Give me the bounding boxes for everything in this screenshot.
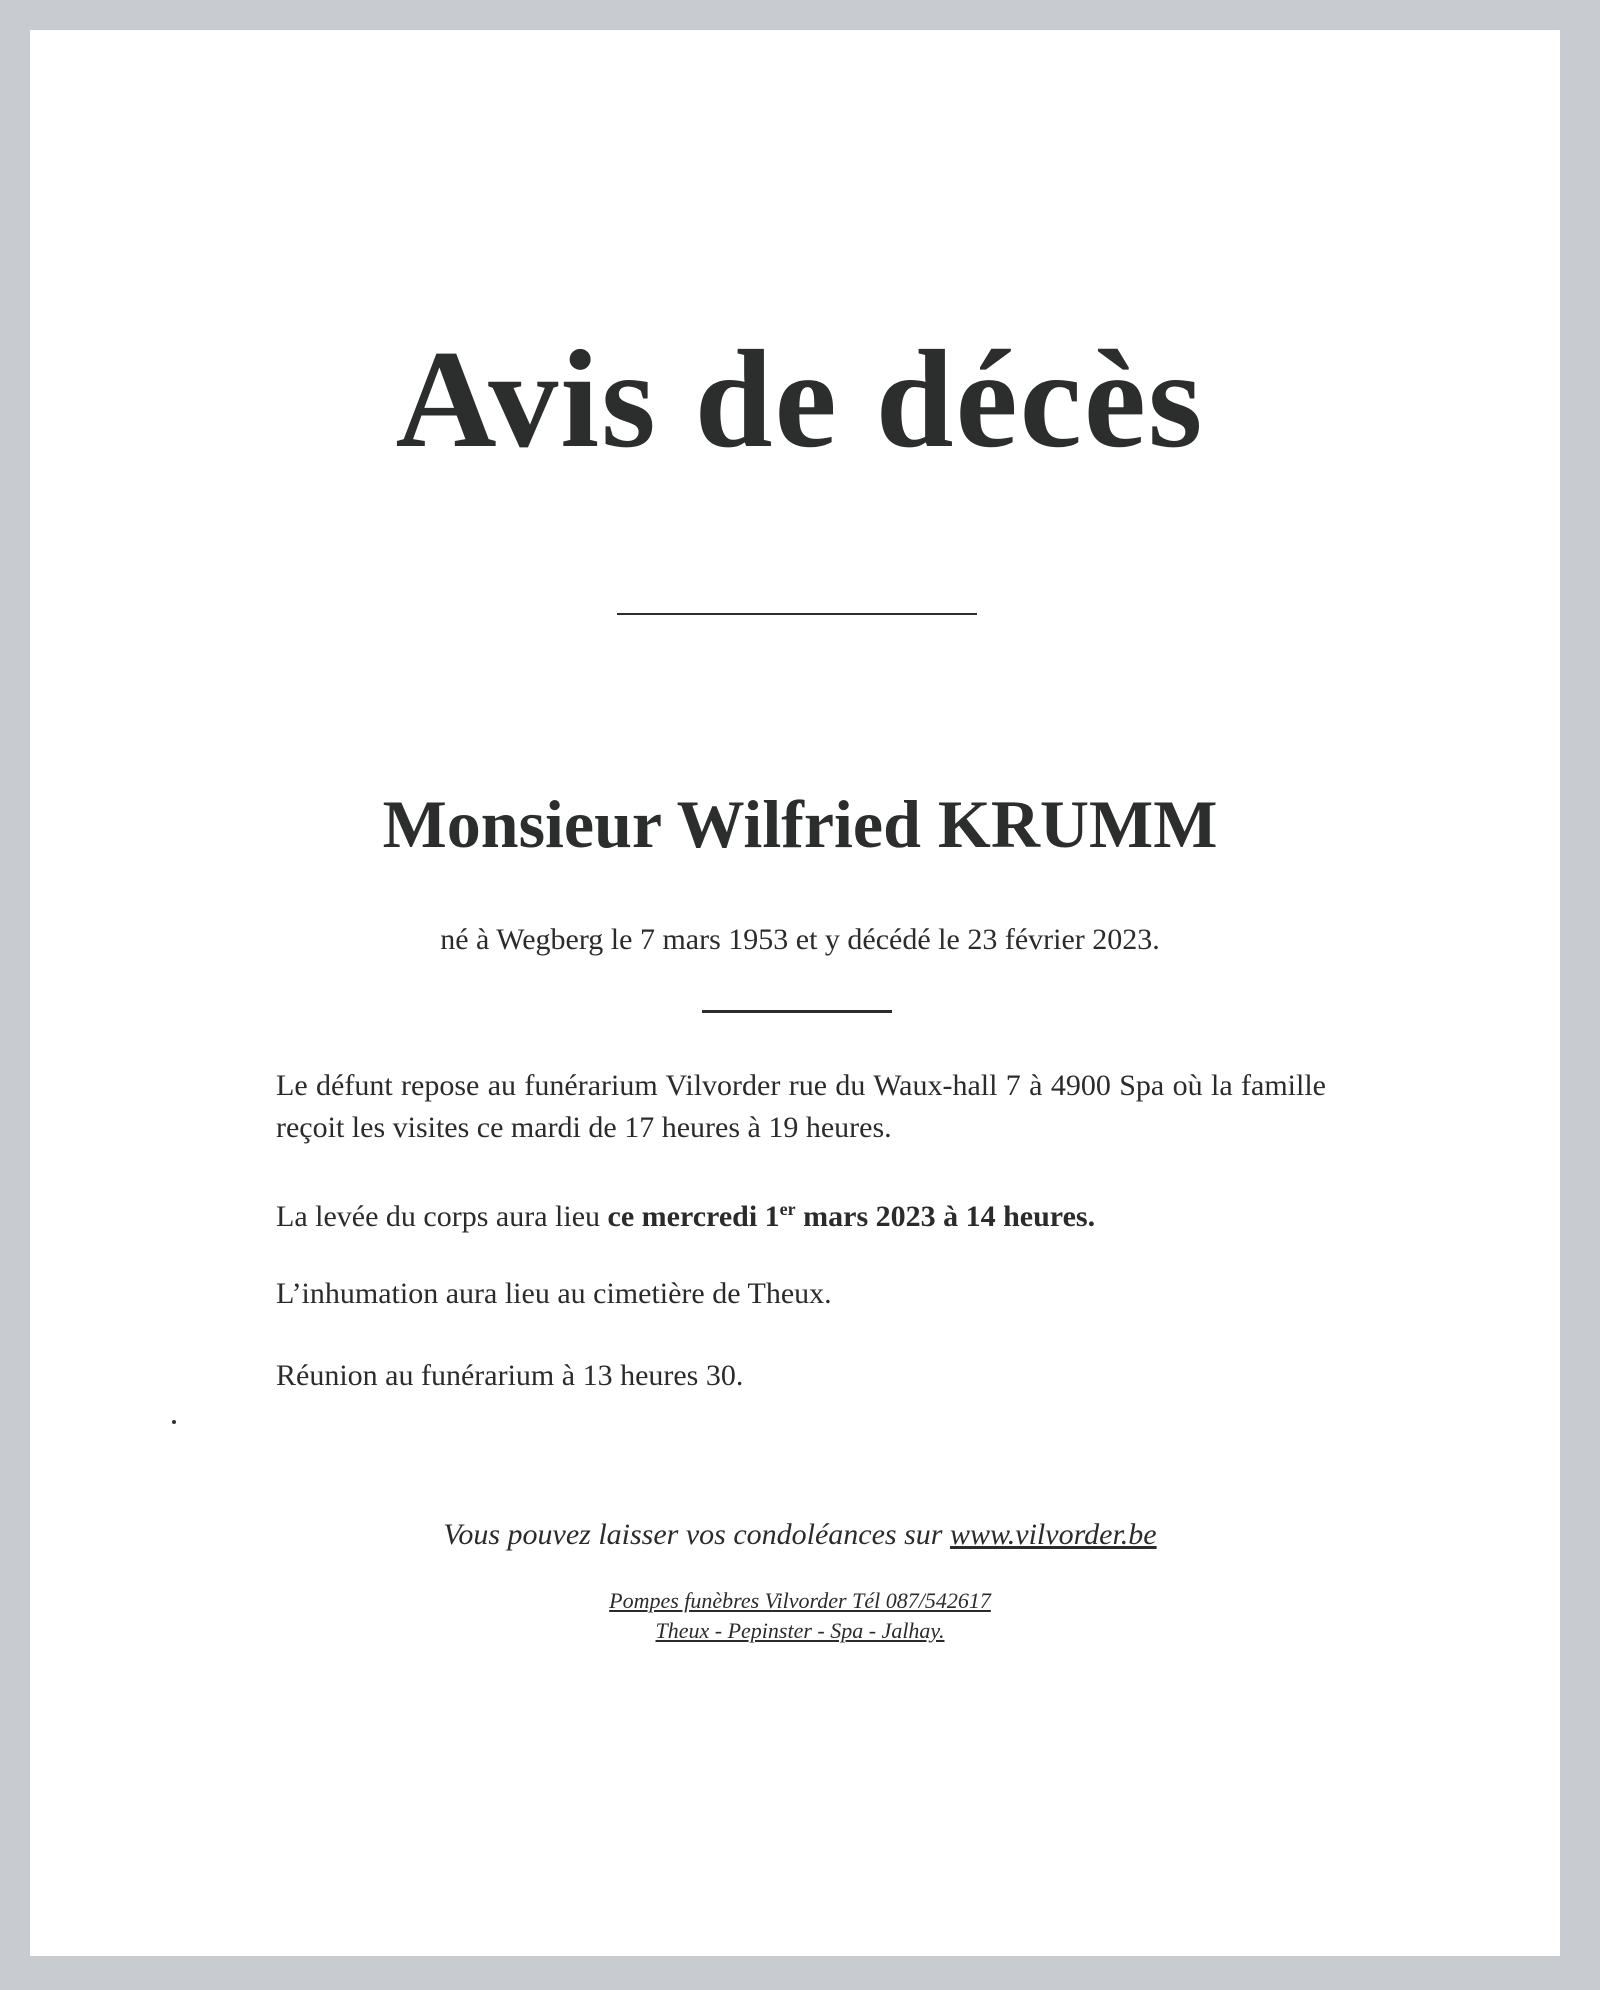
birth-death-line: né à Wegberg le 7 mars 1953 et y décédé le 23 février 2023.: [440, 923, 1160, 956]
levee-ordinal-sup: er: [779, 1199, 796, 1219]
inhumation-paragraph: L’inhumation aura lieu au cimetière de Theux.: [276, 1277, 832, 1310]
repose-paragraph: Le défunt repose au funérarium Vilvorder rue du Waux-hall 7 à 4900 Spa où la famille reçoit les visites ce mardi de 17 heures à 19 heures.: [276, 1069, 1326, 1144]
levee-bold-start: ce mercredi 1: [607, 1200, 780, 1233]
section-divider: [702, 1010, 892, 1013]
funeral-locations-line: Theux - Pepinster - Spa - Jalhay.: [655, 1618, 945, 1643]
funeral-company-line: Pompes funèbres Vilvorder Tél 087/542617: [609, 1588, 991, 1613]
title-divider: [617, 613, 977, 615]
levee-bold-end: mars 2023 à 14 heures.: [795, 1200, 1096, 1233]
deceased-name: Monsieur Wilfried KRUMM: [382, 786, 1218, 862]
page-title: Avis de décès: [395, 322, 1205, 477]
levee-prefix: La levée du corps aura lieu: [276, 1200, 608, 1233]
reunion-paragraph: Réunion au funérarium à 13 heures 30.: [276, 1359, 744, 1392]
condolences-line: [0, 1520, 1600, 1550]
levee-date-time: [608, 1200, 1096, 1233]
levee-paragraph: [276, 1188, 1326, 1238]
condolences-link[interactable]: www.vilvorder.be: [949, 1518, 1157, 1551]
scan-speck: [172, 1420, 176, 1424]
document-page: [30, 30, 1560, 1956]
condolences-text: Vous pouvez laisser vos condoléances sur: [443, 1518, 950, 1551]
